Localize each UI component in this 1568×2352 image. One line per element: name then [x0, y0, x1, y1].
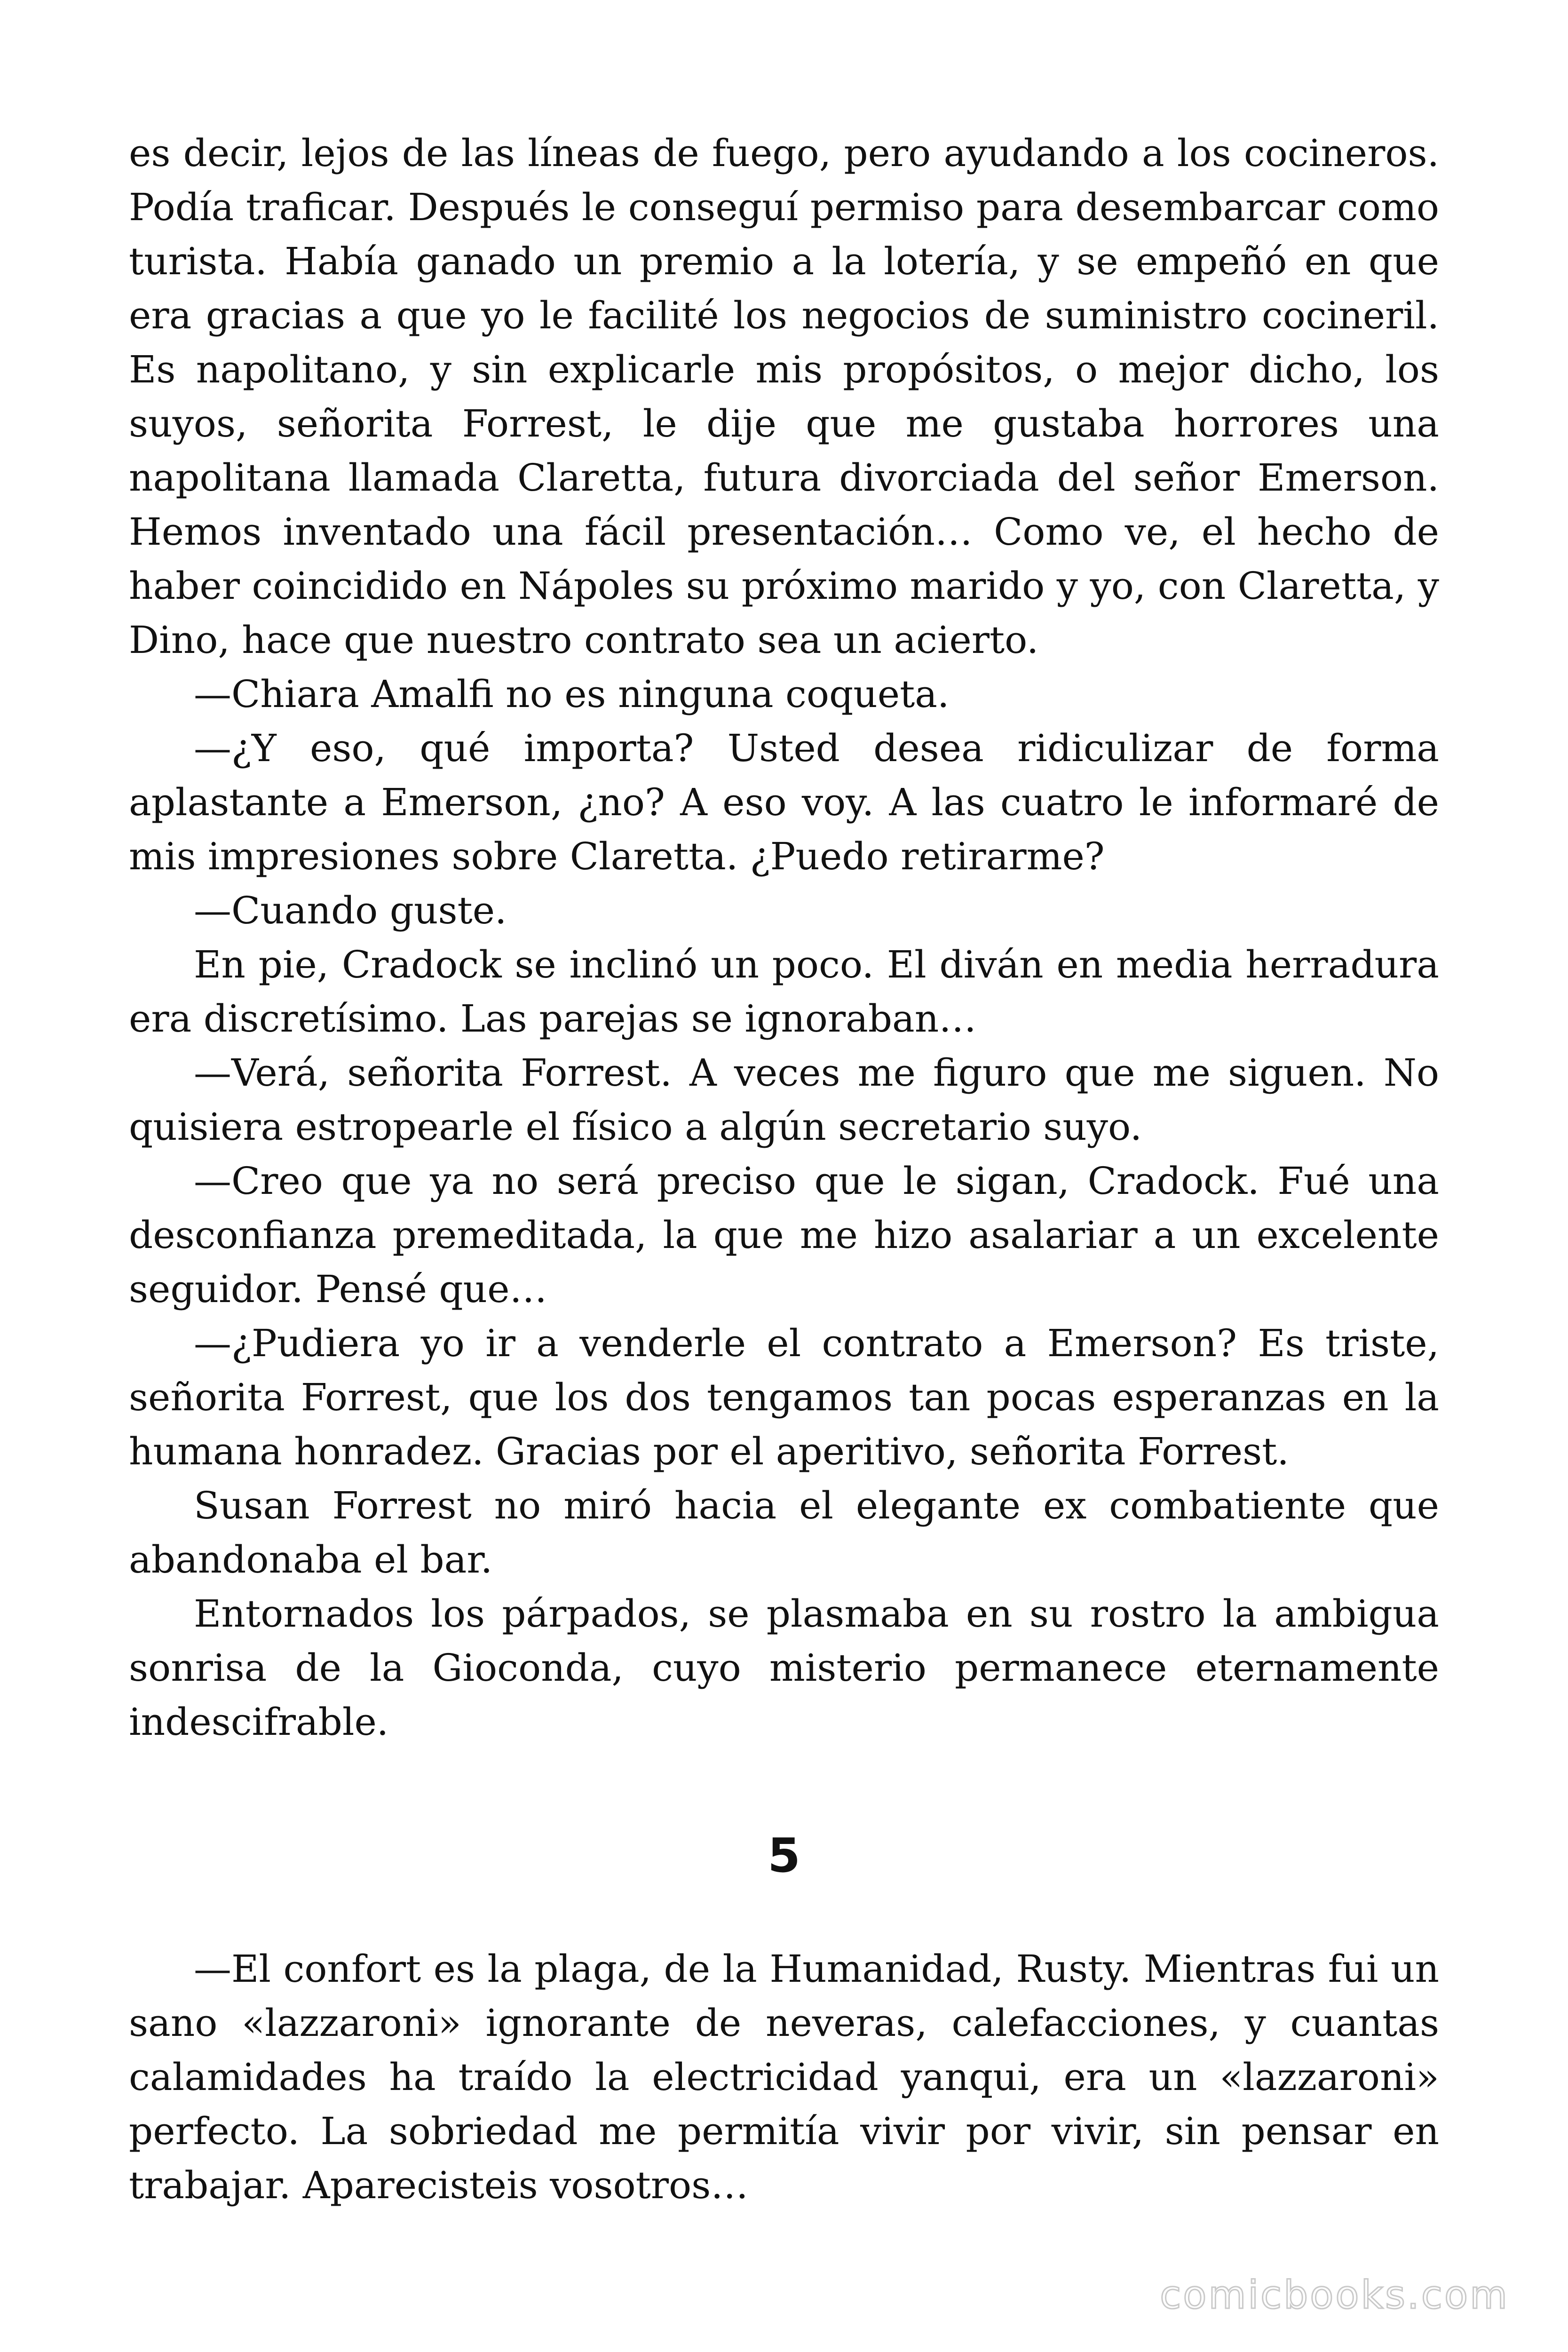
paragraph-dialogue: —¿Y eso, qué importa? Usted desea ridiculizar de forma aplastante a Emerson, ¿no? A eso voy. A las cuatro le informaré de mis impresiones sobre Claretta. ¿Puedo retirarme? [129, 726, 1439, 878]
paragraph-narration: En pie, Cradock se inclinó un poco. El diván en media herradura era discretísimo. Las parejas se ignoraban… [129, 943, 1439, 1041]
watermark-text: comicbooks.com [1160, 2273, 1509, 2318]
paragraph-dialogue: —Creo que ya no será preciso que le sigan, Cradock. Fué una desconfianza premeditada, la que me hizo asalariar a un excelente seguidor. Pensé que… [129, 1159, 1439, 1311]
paragraph-narration: Susan Forrest no miró hacia el elegante ex combatiente que abandonaba el bar. [129, 1484, 1439, 1581]
chapter-number-heading: 5 [768, 1828, 800, 1883]
text-section-after-chapter [129, 1942, 1439, 2212]
paragraph-dialogue: —Chiara Amalfi no es ninguna coqueta. [194, 672, 950, 716]
paragraph-narration: Entornados los párpados, se plasmaba en su rostro la ambigua sonrisa de la Gioconda, cuyo misterio permanece eternamente indescifrable. [129, 1592, 1439, 1744]
paragraph-dialogue: —¿Pudiera yo ir a venderle el contrato a Emerson? Es triste, señorita Forrest, que los dos tengamos tan pocas esperanzas en la humana honradez. Gracias por el aperitivo, señorita Forrest. [129, 1321, 1439, 1473]
text-section-before-chapter [129, 126, 1439, 1749]
paragraph-continuation: es decir, lejos de las líneas de fuego, pero ayudando a los cocineros. Podía traficar. Después le conseguí permiso para desembarcar como turista. Había ganado un premio a la lotería, y se empeñó en que era gracias a que yo le facilité los negocios de suministro cocineril. Es napolitano, y sin explicarle mis propósitos, o mejor dicho, los suyos, señorita Forrest, le dije que me gustaba horrores una napolitana llamada Claretta, futura divorciada del señor Emerson. Hemos inventado una fácil presentación… Como ve, el hecho de haber coincidido en Nápoles su próximo marido y yo, con Claretta, y Dino, hace que nuestro contrato sea un acierto. [129, 131, 1439, 662]
paragraph-dialogue: —El confort es la plaga, de la Humanidad, Rusty. Mientras fui un sano «lazzaroni» ignorante de neveras, calefacciones, y cuantas calamidades ha traído la electricidad yanqui, era un «lazzaroni» perfecto. La sobriedad me permitía vivir por vivir, sin pensar en trabajar. Aparecisteis vosotros… [129, 1947, 1439, 2207]
paragraph-dialogue: —Cuando guste. [194, 889, 507, 932]
paragraph-dialogue: —Verá, señorita Forrest. A veces me figuro que me siguen. No quisiera estropearle el físico a algún secretario suyo. [129, 1051, 1439, 1149]
